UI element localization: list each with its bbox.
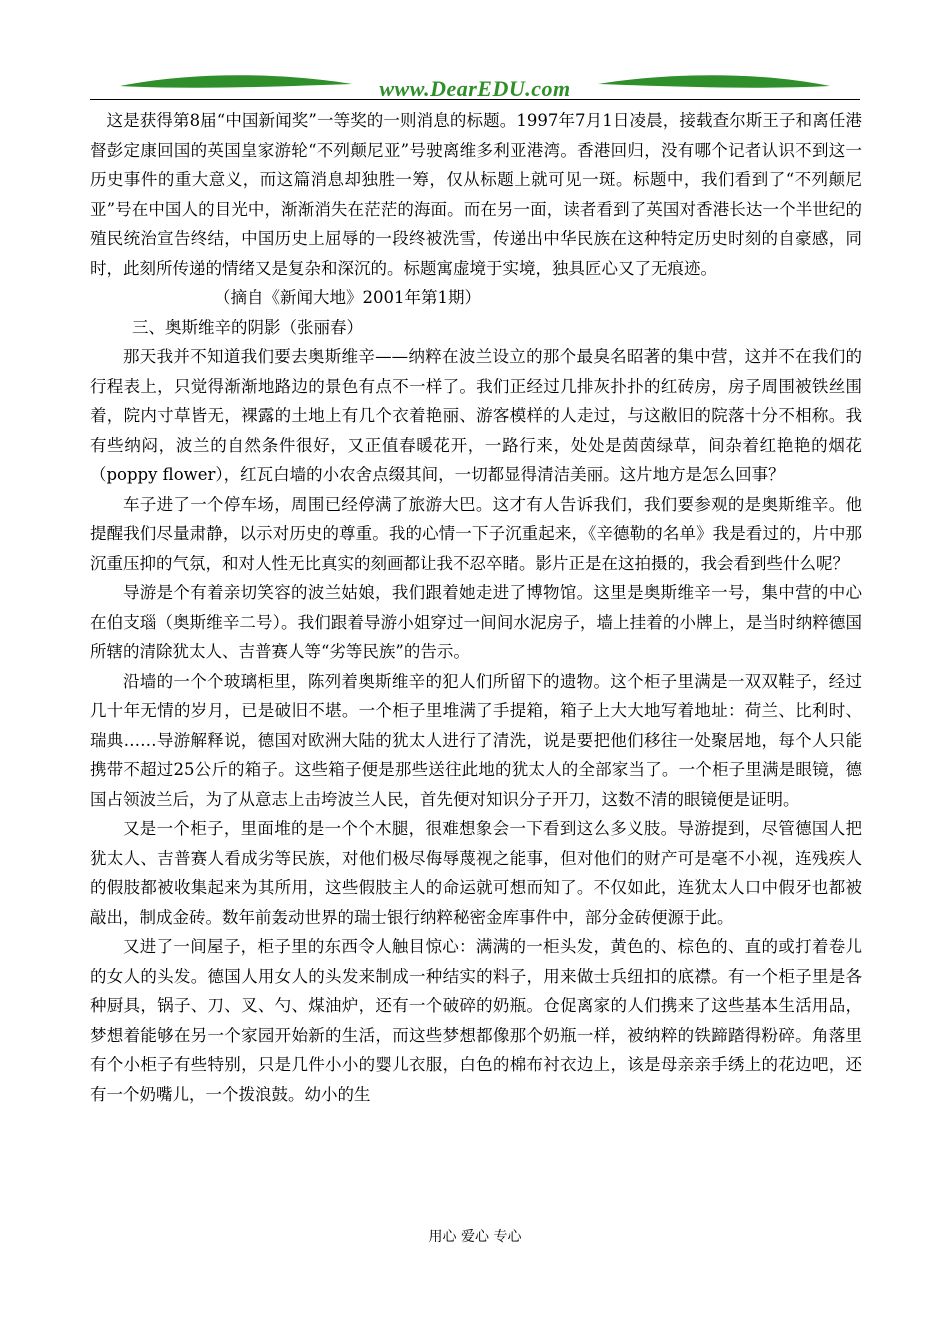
article-body xyxy=(90,106,862,1109)
paragraph: 导游是个有着亲切笑容的波兰姑娘，我们跟着她走进了博物馆。这里是奥斯维辛一号，集中营的中心在伯支瑙（奥斯维辛二号）。我们跟着导游小姐穿过一间间水泥房子，墙上挂着的小牌上，是当时纳粹德国所辖的清除犹太人、吉普赛人等“劣等民族”的告示。 xyxy=(90,583,862,661)
paragraph: 又进了一间屋子，柜子里的东西令人触目惊心：满满的一柜头发，黄色的、棕色的、直的或打着卷儿的女人的头发。德国人用女人的头发来制成一种结实的料子，用来做士兵纽扣的底襟。有一个柜子里是各种厨具，锅子、刀、叉、勺、煤油炉，还有一个破碎的奶瓶。仓促离家的人们携来了这些基本生活用品，梦想着能够在另一个家园开始新的生活，而这些梦想都像那个奶瓶一样，被纳粹的铁蹄踏得粉碎。角落里有个小柜子有些特别，只是几件小小的婴儿衣服，白色的棉布衬衣边上，该是母亲亲手绣上的花边吧，还有一个奶嘴儿，一个拨浪鼓。幼小的生 xyxy=(90,937,862,1104)
citation: （摘自《新闻大地》2001年第1期） xyxy=(214,288,481,307)
header-rule xyxy=(90,99,860,100)
paragraph: 这是获得第8届“中国新闻奖”一等奖的一则消息的标题。1997年7月1日凌晨，接载查尔斯王子和离任港督彭定康回国的英国皇家游轮“不列颠尼亚”号驶离维多利亚港湾。香港回归，没有哪个记者认识不到这一历史事件的重大意义，而这篇消息却独胜一筹，仅从标题上就可见一斑。标题中，我们看到了“不列颠尼亚”号在中国人的目光中，渐渐消失在茫茫的海面。而在另一面，读者看到了英国对香港长达一个半世纪的殖民统治宣告终结，中国历史上屈辱的一段终被洗雪，传递出中华民族在这种特定历史时刻的自豪感，同时，此刻所传递的情绪又是复杂和深沉的。标题寓虚境于实境，独具匠心又了无痕迹。 xyxy=(90,111,862,278)
section-heading: 三、奥斯维辛的阴影（张丽春） xyxy=(132,317,363,337)
page-footer: 用心 爱心 专心 xyxy=(428,1229,522,1245)
site-brand: www.DearEDU.com xyxy=(379,76,571,101)
paragraph: 那天我并不知道我们要去奥斯维辛——纳粹在波兰设立的那个最臭名昭著的集中营，这并不在我们的行程表上，只觉得渐渐地路边的景色有点不一样了。我们正经过几排灰扑扑的红砖房，房子周围被铁丝围着，院内寸草皆无，裸露的土地上有几个衣着艳丽、游客模样的人走过，与这敝旧的院落十分不相称。我有些纳闷，波兰的自然条件很好，又正值春暖花开，一路行来，处处是茵茵绿草，间杂着红艳艳的烟花（poppy flower），红瓦白墙的小农舍点缀其间，一切都显得清洁美丽。这片地方是怎么回事？ xyxy=(90,347,862,484)
paragraph: 又是一个柜子，里面堆的是一个个木腿，很难想象会一下看到这么多义肢。导游提到，尽管德国人把犹太人、吉普赛人看成劣等民族，对他们极尽侮辱蔑视之能事，但对他们的财产可是毫不小视，连残疾人的假肢都被收集起来为其所用，这些假肢主人的命运就可想而知了。不仅如此，连犹太人口中假牙也都被敲出，制成金砖。数年前轰动世界的瑞士银行纳粹秘密金库事件中，部分金砖便源于此。 xyxy=(90,819,862,927)
paragraph: 沿墙的一个个玻璃柜里，陈列着奥斯维辛的犯人们所留下的遗物。这个柜子里满是一双双鞋子，经过几十年无情的岁月，已是破旧不堪。一个柜子里堆满了手提箱，箱子上大大地写着地址：荷兰、比利时、瑞典……导游解释说，德国对欧洲大陆的犹太人进行了清洗，说是要把他们移往一处聚居地，每个人只能携带不超过25公斤的箱子。这些箱子便是那些送往此地的犹太人的全部家当了。一个柜子里满是眼镜，德国占领波兰后，为了从意志上击垮波兰人民，首先便对知识分子开刀，这数不清的眼镜便是证明。 xyxy=(90,671,862,809)
paragraph: 车子进了一个停车场，周围已经停满了旅游大巴。这才有人告诉我们，我们要参观的是奥斯维辛。他提醒我们尽量肃静，以示对历史的尊重。我的心情一下子沉重起来，《辛德勒的名单》我是看过的，片中那沉重压抑的气氛，和对人性无比真实的刻画都让我不忍卒睹。影片正是在这拍摄的，我会看到些什么呢？ xyxy=(90,494,862,573)
page-header xyxy=(90,70,860,106)
